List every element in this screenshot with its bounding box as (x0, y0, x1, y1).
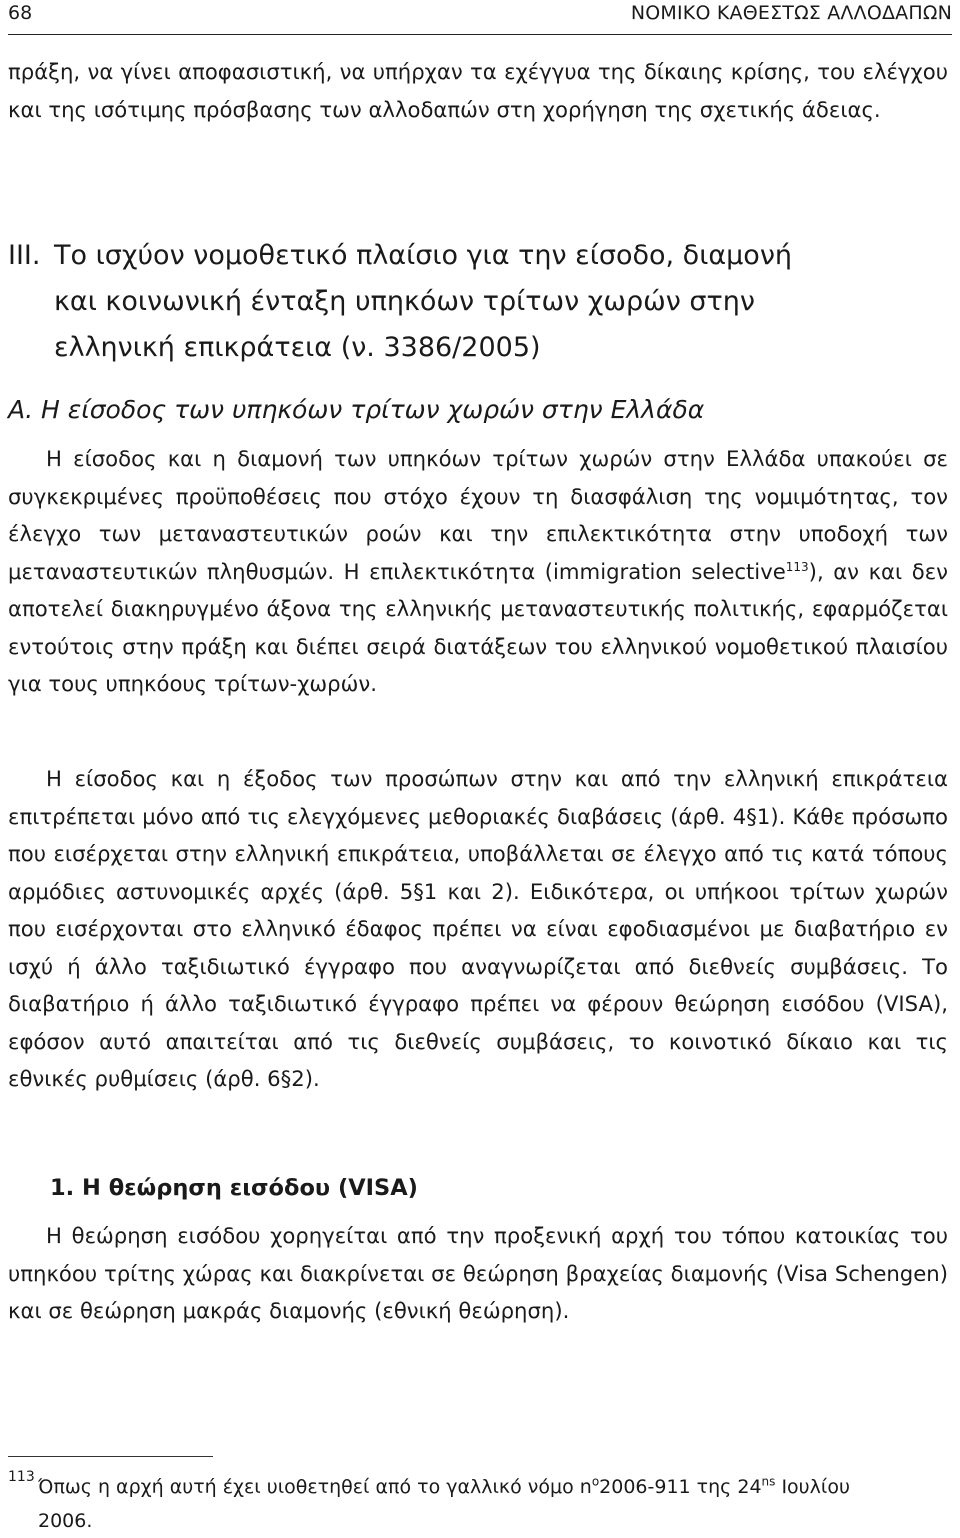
footnote-line-1 (8, 1470, 948, 1504)
footnote-text-c: Ιουλίου (775, 1476, 850, 1498)
page-header (8, 0, 952, 34)
section-heading (8, 233, 948, 371)
paragraph-2-text: Η είσοδος και η έξοδος των προσώπων στην και από την ελληνική επικράτεια επιτρέπεται μόνο από τις ελεγχόμενες μεθοριακές διαβάσεις (άρθ. 4§1). Κάθε πρόσωπο που εισέρχεται στην ελληνική επικράτεια, υποβάλλεται σε έλεγχο από τις κατά τόπους αρμόδιες αστυνομικές αρχές (άρθ. 5§1 και 2). Ειδικότερα, οι υπήκοοι τρίτων χωρών που εισέρχονται στο ελληνικό έδαφος πρέπει να είναι εφοδιασμένοι με διαβατήριο εν ισχύ ή άλλο ταξιδιωτικό έγγραφο που αναγνωρίζεται από διεθνείς συμβάσεις. Το διαβατήριο ή άλλο ταξιδιωτικό έγγραφο πρέπει να φέρουν θεώρηση εισόδου (VISA), εφόσον αυτό απαιτείται από τις διεθνείς συμβάσεις, το κοινοτικό δίκαιο και τις εθνικές ρυθμίσεις (άρθ. 6§2). (8, 766, 948, 1091)
section-title-line-2: και κοινωνική ένταξη υπηκόων τρίτων χωρών στην (54, 286, 755, 317)
subsection-1-heading: 1. Η θεώρηση εισόδου (VISA) (50, 1175, 418, 1201)
footnote-line-2: 2006. (38, 1510, 93, 1532)
paragraph-3 (8, 1217, 948, 1330)
paragraph-3-text: Η θεώρηση εισόδου χορηγείται από την προξενική αρχή του τόπου κατοικίας του υπηκόου τρίτης χώρας και διακρίνεται σε θεώρηση βραχείας διαμονής (Visa Schengen) και σε θεώρηση μακράς διαμονής (εθνική θεώρηση). (8, 1223, 948, 1323)
intro-paragraph (8, 53, 948, 128)
page-number: 68 (8, 2, 33, 24)
paragraph-1-before-note: Η είσοδος και η διαμονή των υπηκόων τρίτων χωρών στην Ελλάδα υπακούει σε συγκεκριμένες προϋποθέσεις που στόχο έχουν τη διασφάλιση της νομιμότητας, τον έλεγχο των μεταναστευτικών ροών και την επιλεκτικότητα στην υποδοχή των μεταναστευτικών πληθυσμών. Η επιλεκτικότητα (immigration selective (8, 446, 948, 584)
footnote-text-b: 2006-911 της 24 (599, 1476, 762, 1498)
footnote (8, 1470, 948, 1538)
section-title-line-3: ελληνική επικράτεια (ν. 3386/2005) (54, 332, 541, 363)
subsection-a-heading: Α. Η είσοδος των υπηκόων τρίτων χωρών στην Ελλάδα (8, 395, 705, 424)
section-number: ΙΙΙ. (8, 240, 41, 271)
section-heading-line-1 (8, 233, 948, 279)
section-title-line-1: Το ισχύον νομοθετικό πλαίσιο για την είσοδο, διαμονή (54, 240, 793, 271)
running-title: ΝΟΜΙΚΟ ΚΑΘΕΣΤΩΣ ΑΛΛΟΔΑΠΩΝ (630, 2, 952, 24)
intro-paragraph-text: πράξη, να γίνει αποφασιστική, να υπήρχαν τα εχέγγυα της δίκαιης κρίσης, του ελέγχου και της ισότιμης πρόσβασης των αλλοδαπών στη χορήγηση της σχετικής άδειας. (8, 59, 948, 122)
footnote-mark: 113 (8, 1469, 35, 1485)
paragraph-2 (8, 760, 948, 1098)
footnote-sup-o: o (591, 1474, 600, 1489)
footnote-reference: 113 (785, 559, 809, 574)
footnote-sup-ns: ns (761, 1474, 776, 1489)
header-rule (8, 34, 952, 35)
paragraph-1-text (8, 440, 948, 703)
footnote-rule (8, 1456, 213, 1457)
paragraph-1 (8, 440, 948, 703)
footnote-text-a: Όπως η αρχή αυτή έχει υιοθετηθεί από το γαλλικό νόμο n (38, 1476, 592, 1498)
paragraph-1-after-note: ), αν και δεν αποτελεί διακηρυγμένο άξονα της ελληνικής μεταναστευτικής πολιτικής, εφαρμόζεται εντούτοις στην πράξη και διέπει σειρά διατάξεων του ελληνικού νομοθετικού πλαισίου για τους υπηκόους τρίτων-χωρών. (8, 558, 948, 696)
